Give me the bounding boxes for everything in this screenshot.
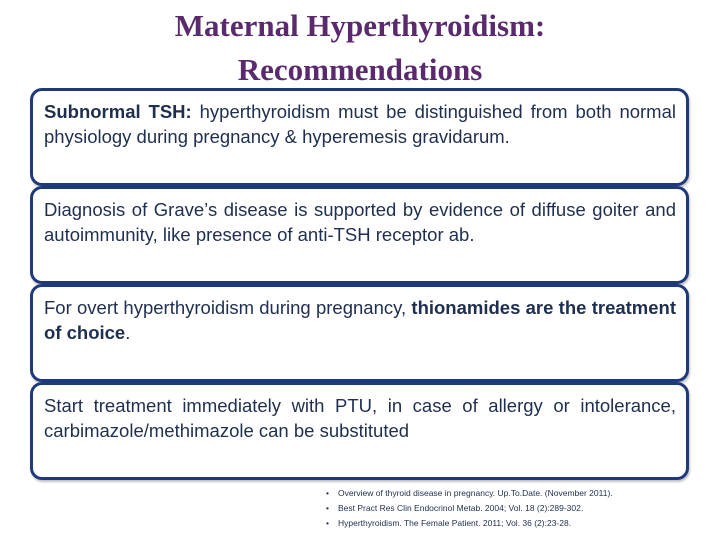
reference-item: • Best Pract Res Clin Endocrinol Metab. 2004; Vol. 18 (2):289-302. bbox=[326, 501, 716, 516]
recommendation-text: Start treatment immediately with PTU, in case of allergy or intolerance, carbimazole/methimazole can be substituted bbox=[44, 395, 676, 441]
recommendation-text: Diagnosis of Grave’s disease is supported by evidence of diffuse goiter and autoimmunity, like presence of anti-TSH receptor ab. bbox=[44, 199, 676, 245]
recommendation-box-graves-diagnosis bbox=[30, 186, 689, 284]
recommendation-box-ptu-treatment bbox=[30, 382, 689, 480]
page-title bbox=[0, 4, 720, 92]
recommendation-text: hyperthyroidism must be distinguished from both normal physiology during pregnancy & hyperemesis gravidarum. bbox=[44, 101, 676, 147]
recommendation-emphasis: thionamides are the treatment of choice bbox=[44, 297, 677, 343]
recommendation-text: For overt hyperthyroidism during pregnancy, bbox=[44, 297, 412, 318]
reference-item: • Hyperthyroidism. The Female Patient. 2011; Vol. 36 (2):23-28. bbox=[326, 516, 716, 531]
recommendation-heading: Subnormal TSH: bbox=[44, 101, 192, 122]
recommendation-text-end: . bbox=[125, 322, 131, 343]
title-line-2: Recommendations bbox=[237, 52, 483, 87]
recommendation-box-thionamides bbox=[30, 284, 689, 382]
title-line-1: Maternal Hyperthyroidism: bbox=[174, 8, 546, 43]
reference-item: • Overview of thyroid disease in pregnancy. Up.To.Date. (November 2011). bbox=[326, 486, 716, 501]
recommendation-box-subnormal-tsh bbox=[30, 88, 689, 186]
references-list bbox=[326, 486, 716, 531]
